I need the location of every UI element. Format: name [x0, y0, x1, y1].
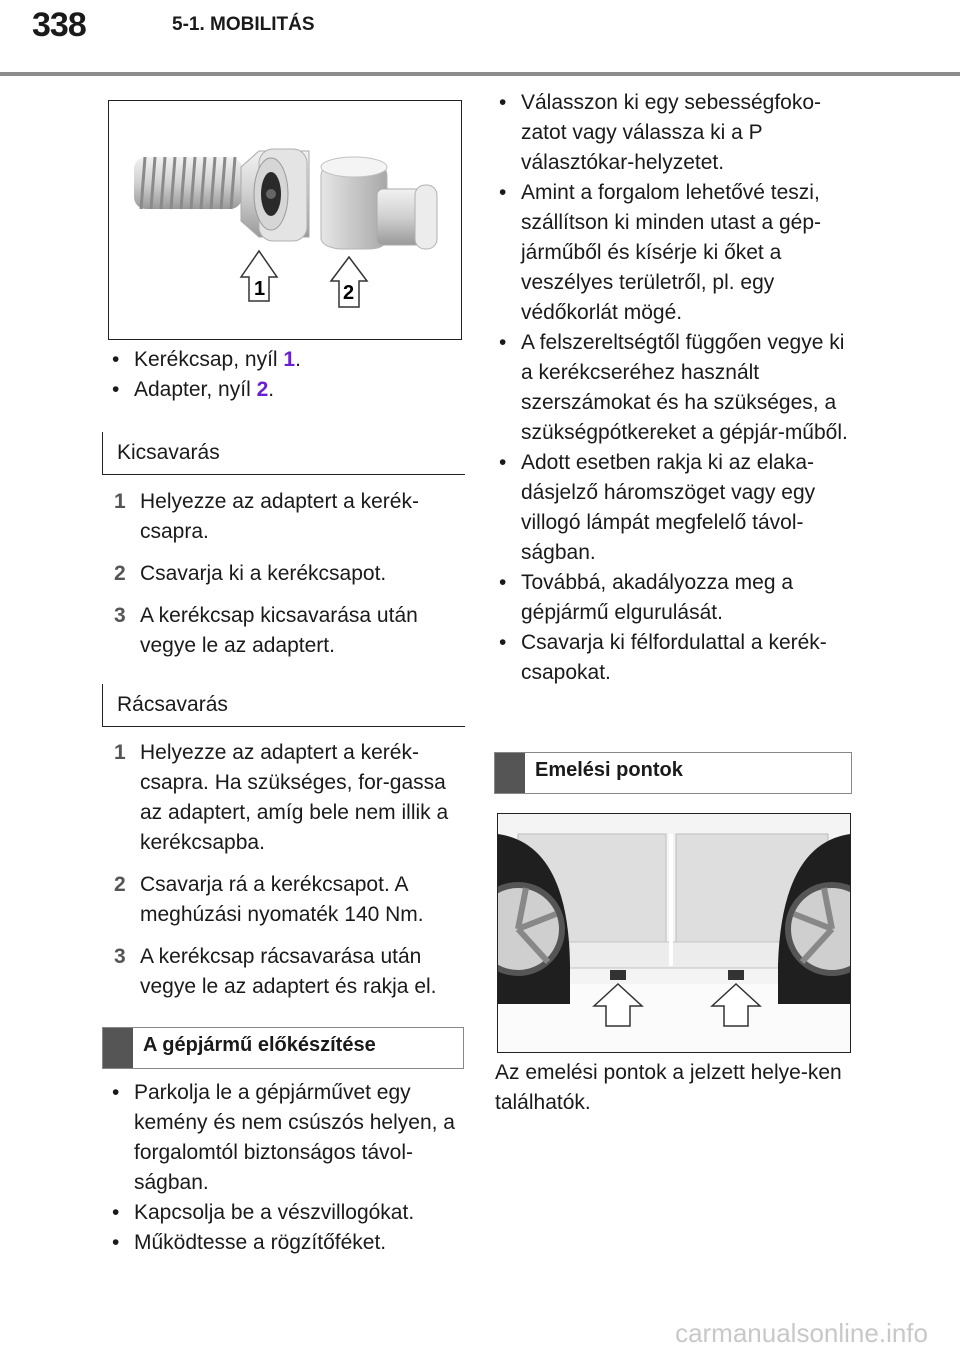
lift-pad-right — [728, 970, 744, 980]
right-bullet: • Továbbá, akadályozza meg a gépjármű elgurulását. — [495, 568, 850, 628]
right-bullet: • Csavarja ki félfordulattal a kerék-csapokat. — [495, 628, 850, 688]
lift-heading-box — [494, 752, 852, 794]
arrow-1-label: 1 — [254, 278, 266, 300]
fitting-steps — [102, 738, 462, 1014]
right-bullet: • Amint a forgalom lehetővé teszi, szállítson ki minden utast a gép-járműből és kísérje ki őket a veszélyes területről, pl. egy védőkorlát mögé. — [495, 178, 850, 328]
fitting-heading: Rácsavarás — [102, 684, 465, 727]
fitting-step: 1 Helyezze az adaptert a kerék-csapra. Ha szükséges, for-gassa az adaptert, amíg bele nem illik a kerékcsapba. — [114, 741, 449, 854]
wheel-bolt-figure — [108, 100, 462, 340]
removal-steps — [102, 487, 450, 673]
prep-bullet: • Működtesse a rögzítőféket. — [108, 1228, 468, 1258]
removal-step: 1 Helyezze az adaptert a kerék-csapra. — [114, 490, 419, 543]
prep-heading-box — [102, 1027, 464, 1069]
removal-heading: Kicsavarás — [102, 432, 465, 475]
legend-item-adapter: • Adapter, nyíl 2. — [108, 375, 468, 405]
wheel-bolt-illustration — [109, 101, 461, 339]
right-bullet: • Adott esetben rakja ki az elaka-dásjelző háromszöget vagy egy villogó lámpát megfelelő távol-ságban. — [495, 448, 850, 568]
legend-num-1: 1 — [283, 348, 296, 371]
heading-bar — [103, 1028, 133, 1068]
right-bullet: • Válasszon ki egy sebességfoko-zatot vagy válassza ki a P választókar-helyzetet. — [495, 88, 850, 178]
bolt-head — [241, 149, 309, 241]
bolt-thread — [134, 157, 242, 209]
page-number: 338 — [32, 6, 86, 44]
lift-heading: Emelési pontok — [535, 759, 683, 781]
fitting-step: 3 A kerékcsap rácsavarása után vegye le az adaptert és rakja el. — [114, 945, 437, 998]
header-rule — [0, 72, 960, 76]
arrow-1-icon — [241, 251, 277, 301]
adapter — [321, 157, 437, 249]
heading-bar — [495, 753, 525, 793]
arrow-2-label: 2 — [343, 282, 355, 304]
lift-points-illustration — [498, 814, 850, 1052]
fitting-step: 2 Csavarja rá a kerékcsapot. A meghúzási nyomaték 140 Nm. — [114, 873, 424, 926]
legend-item-wheel-bolt: • Kerékcsap, nyíl 1. — [108, 345, 468, 375]
prep-bullet: • Kapcsolja be a vészvillogókat. — [108, 1198, 468, 1228]
arrow-2-icon — [331, 257, 367, 307]
legend-num-2: 2 — [256, 378, 269, 401]
lift-points-figure — [497, 813, 851, 1053]
section-title: 5-1. MOBILITÁS — [172, 14, 315, 35]
lift-caption: Az emelési pontok a jelzett helye-ken találhatók. — [495, 1061, 842, 1114]
prep-bullet: • Parkolja le a gépjárművet egy kemény és nem csúszós helyen, a forgalomtól biztonságos távol-ságban. — [108, 1078, 468, 1198]
figure-legend — [108, 345, 468, 405]
right-bullet: • A felszereltségtől függően vegye ki a kerékcseréhez használt szerszámokat és ha szükséges, a szükségpótkereket a gépjár-műből. — [495, 328, 850, 448]
removal-step: 2 Csavarja ki a kerékcsapot. — [114, 562, 387, 585]
prep-bullets — [108, 1078, 468, 1258]
watermark: carmanualsonline.info — [675, 1318, 928, 1348]
removal-step: 3 A kerékcsap kicsavarása után vegye le az adaptert. — [114, 604, 418, 657]
right-bullets — [495, 88, 850, 688]
lift-pad-left — [610, 970, 626, 980]
prep-heading: A gépjármű előkészítése — [143, 1034, 376, 1056]
